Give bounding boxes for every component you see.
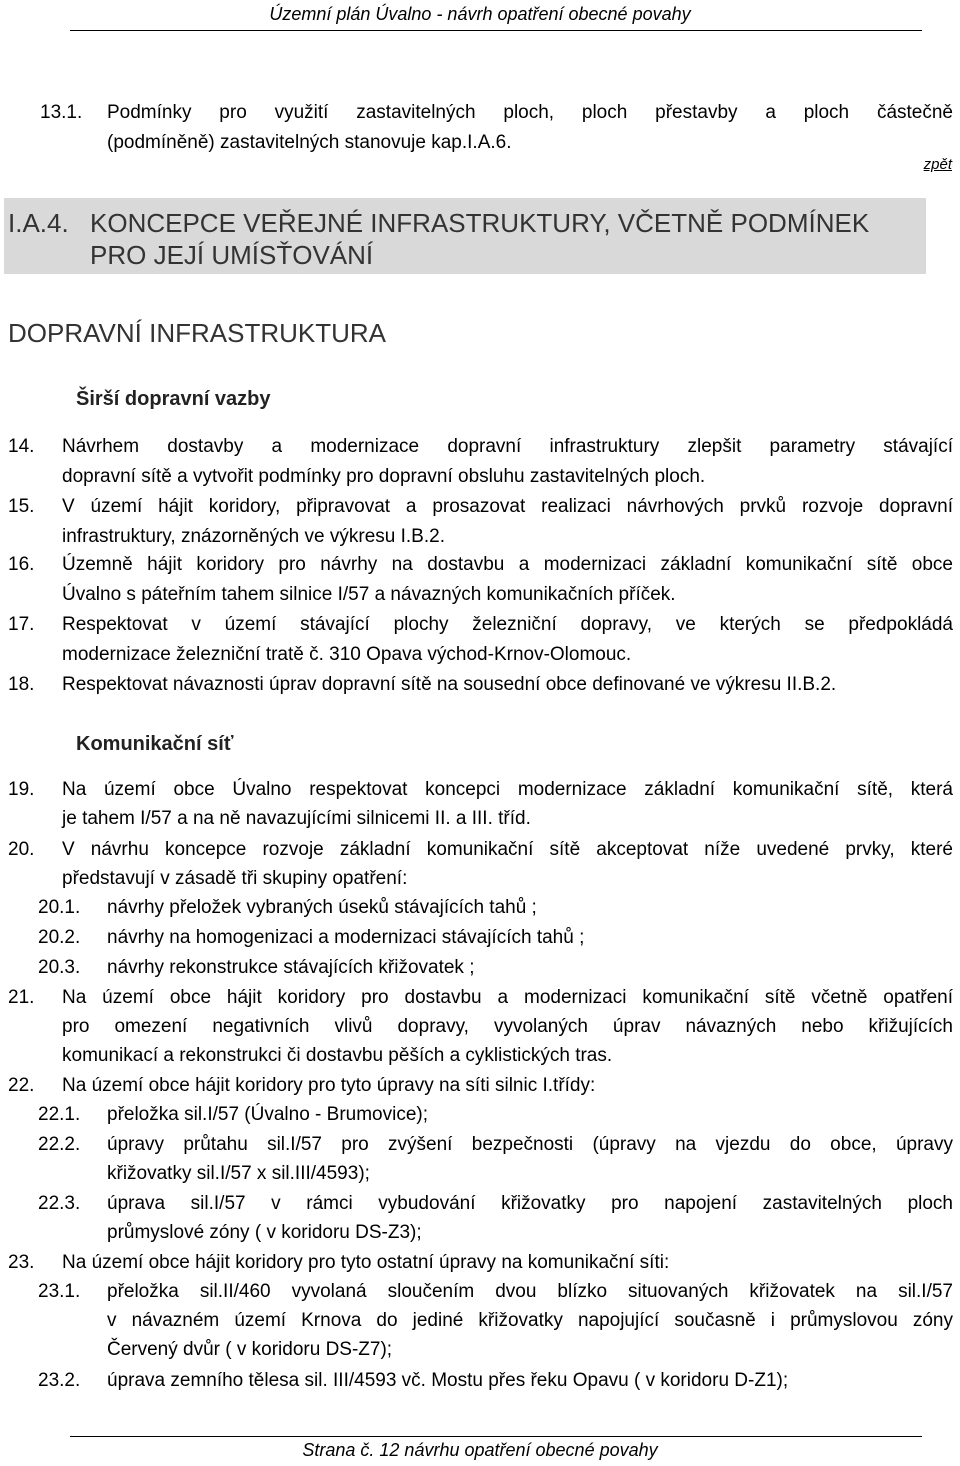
paragraph-line: návrhy rekonstrukce stávajících křižovatek ;: [107, 957, 475, 978]
item-number: 13.1.: [40, 102, 83, 123]
chapter-number: I.A.4.: [8, 208, 69, 238]
paragraph-line: Na území obce hájit koridory pro tyto úpravy na síti silnic I.třídy:: [62, 1075, 596, 1096]
item-number: 22.1.: [38, 1104, 81, 1125]
paragraph-line: návrhy přeložek vybraných úseků stávajících tahů ;: [107, 897, 537, 918]
paragraph-line: dopravní sítě a vytvořit podmínky pro dopravní obsluhu zastavitelných ploch.: [62, 466, 706, 487]
subsection-title: Komunikační síť: [76, 733, 234, 755]
paragraph-line: Respektovat návaznosti úprav dopravní sítě na sousední obce definované ve výkresu II.B.2.: [62, 674, 837, 695]
paragraph-line: představují v zásadě tři skupiny opatření:: [62, 868, 408, 889]
chapter-title-line-2: PRO JEJÍ UMÍSŤOVÁNÍ: [90, 240, 374, 270]
item-number: 20.: [8, 839, 35, 860]
section-title: DOPRAVNÍ INFRASTRUKTURA: [8, 318, 386, 348]
paragraph-line: Na území obce hájit koridory pro tyto ostatní úpravy na komunikační síti:: [62, 1252, 670, 1273]
paragraph-line: Podmínky pro využití zastavitelných ploch, ploch přestavby a ploch částečně: [107, 102, 953, 123]
paragraph-line: pro omezení negativních vlivů dopravy, vyvolaných úprav návazných nebo křižujících: [62, 1016, 953, 1037]
item-number: 20.3.: [38, 957, 81, 978]
item-number: 22.3.: [38, 1193, 81, 1214]
item-number: 18.: [8, 674, 35, 695]
item-number: 23.2.: [38, 1370, 81, 1391]
item-number: 23.1.: [38, 1281, 81, 1302]
paragraph-line: Územně hájit koridory pro návrhy na dostavbu a modernizaci základní komunikační sítě obce: [62, 554, 953, 575]
item-number: 19.: [8, 779, 35, 800]
paragraph-line: Na území obce Úvalno respektovat koncepci modernizace základní komunikační sítě, která: [62, 779, 953, 800]
subsection-title: Širší dopravní vazby: [76, 388, 271, 410]
paragraph-line: návrhy na homogenizaci a modernizaci stávajících tahů ;: [107, 927, 585, 948]
page-footer: Strana č. 12 návrhu opatření obecné povahy: [302, 1440, 658, 1460]
paragraph-line: Návrhem dostavby a modernizace dopravní infrastruktury zlepšit parametry stávající: [62, 436, 953, 457]
item-number: 15.: [8, 496, 35, 517]
item-number: 20.2.: [38, 927, 81, 948]
item-number: 17.: [8, 614, 35, 635]
paragraph-line: infrastruktury, znázorněných ve výkresu I.B.2.: [62, 526, 445, 547]
paragraph-line: úprava zemního tělesa sil. III/4593 vč. Mostu přes řeku Opavu ( v koridoru D-Z1);: [107, 1370, 789, 1391]
paragraph-line: křižovatky sil.I/57 x sil.III/4593);: [107, 1163, 370, 1184]
paragraph-line: komunikací a rekonstrukci či dostavbu pěších a cyklistických tras.: [62, 1045, 613, 1066]
paragraph-line: V území hájit koridory, připravovat a prosazovat realizaci návrhových prvků rozvoje dopravní: [62, 496, 953, 517]
paragraph-line: Na území obce hájit koridory pro dostavbu a modernizaci komunikační sítě včetně opatření: [62, 987, 953, 1008]
item-number: 22.: [8, 1075, 35, 1096]
back-link[interactable]: zpět: [923, 156, 952, 173]
paragraph-line: úprava sil.I/57 v rámci vybudování křižovatky pro napojení zastavitelných ploch: [107, 1193, 953, 1214]
paragraph-line: v návazném území Krnova do jediné křižovatky napojující současně i průmyslovou zóny: [107, 1310, 953, 1331]
paragraph-line: (podmíněně) zastavitelných stanovuje kap.I.A.6.: [107, 132, 512, 153]
paragraph-line: Úvalno s páteřním tahem silnice I/57 a návazných komunikačních příček.: [62, 584, 676, 605]
item-number: 22.2.: [38, 1134, 81, 1155]
paragraph-line: přeložka sil.II/460 vyvolaná sloučením dvou blízko situovaných křižovatek na sil.I/57: [107, 1281, 953, 1302]
paragraph-line: V návrhu koncepce rozvoje základní komunikační sítě akceptovat níže uvedené prvky, které: [62, 839, 953, 860]
item-number: 20.1.: [38, 897, 81, 918]
chapter-title-line-1: KONCEPCE VEŘEJNÉ INFRASTRUKTURY, VČETNĚ PODMÍNEK: [90, 208, 870, 238]
item-number: 23.: [8, 1252, 35, 1273]
paragraph-line: modernizace železniční tratě č. 310 Opava východ-Krnov-Olomouc.: [62, 644, 632, 665]
paragraph-line: je tahem I/57 a na ně navazujícími silnicemi II. a III. tříd.: [62, 808, 531, 829]
item-number: 14.: [8, 436, 35, 457]
paragraph-line: Červený dvůr ( v koridoru DS-Z7);: [107, 1339, 393, 1360]
footer-rule: [70, 1436, 922, 1437]
page-header: Územní plán Úvalno - návrh opatření obecné povahy: [269, 4, 691, 24]
paragraph-line: průmyslové zóny ( v koridoru DS-Z3);: [107, 1222, 422, 1243]
header-rule: [70, 30, 922, 31]
paragraph-line: přeložka sil.I/57 (Úvalno - Brumovice);: [107, 1104, 428, 1125]
paragraph-line: Respektovat v území stávající plochy železniční dopravy, ve kterých se předpokládá: [62, 614, 953, 635]
item-number: 16.: [8, 554, 35, 575]
item-number: 21.: [8, 987, 35, 1008]
paragraph-line: úpravy průtahu sil.I/57 pro zvýšení bezpečnosti (úpravy na vjezdu do obce, úpravy: [107, 1134, 953, 1155]
